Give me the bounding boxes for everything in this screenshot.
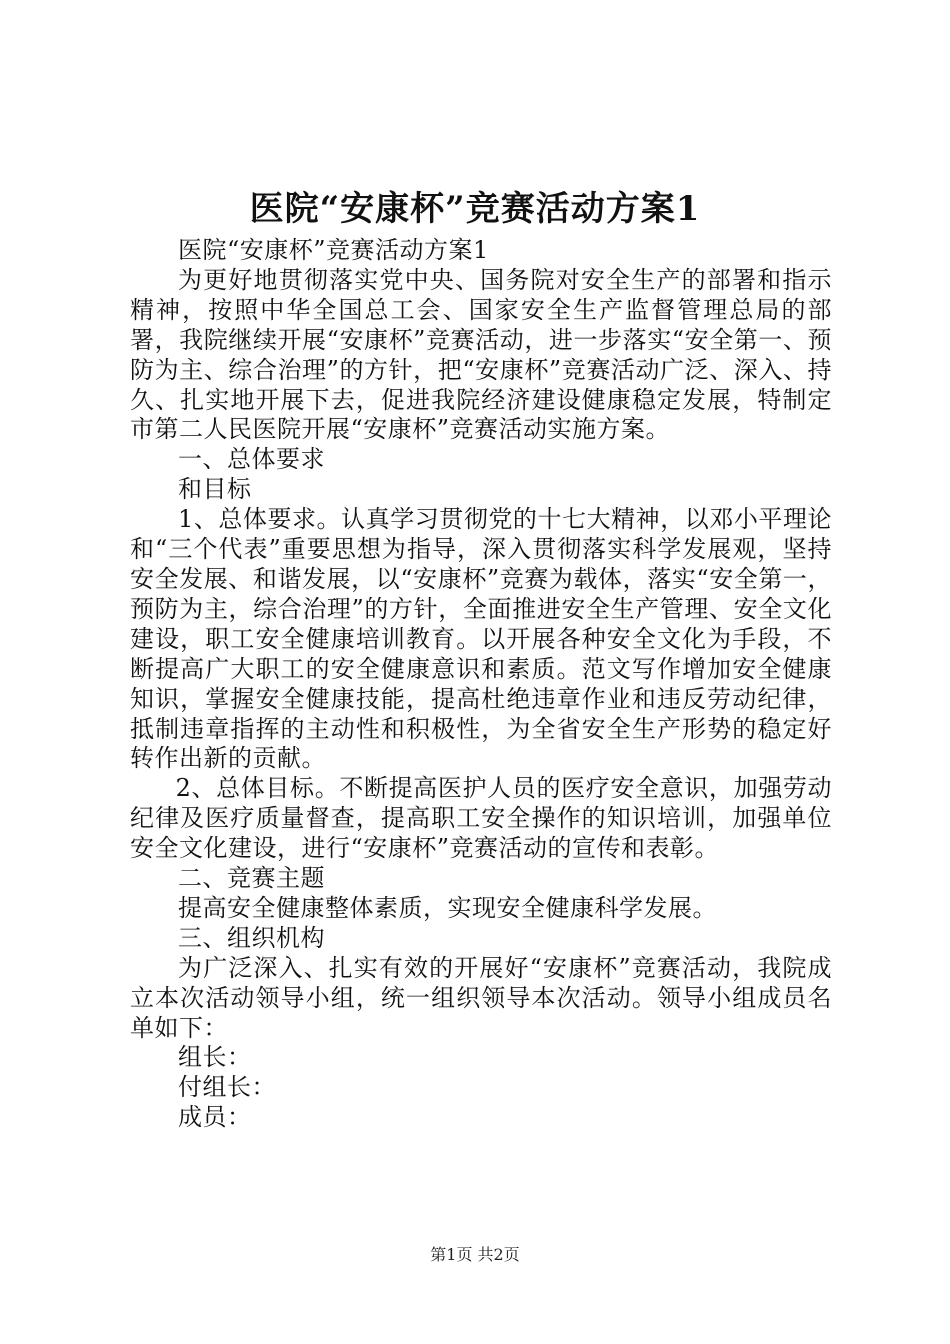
paragraph-overall-goals: 2、总体目标。不断提高医护人员的医疗安全意识，加强劳动纪律及医疗质量督查，提高职工安全操作的知识培训，加强单位安全文化建设，进行“安康杯”竞赛活动的宣传和表彰。	[130, 774, 832, 863]
document-body	[130, 236, 832, 1133]
heading-section-2: 二、竞赛主题	[178, 864, 325, 893]
heading-section-1-cont: 和目标	[178, 475, 252, 504]
paragraph-overall-requirements: 1、总体要求。认真学习贯彻党的十七大精神，以邓小平理论和“三个代表”重要思想为指导，深入贯彻落实科学发展观，坚持安全发展、和谐发展，以“安康杯”竞赛为载体，落实“安全第一，预防为主，综合治理”的方针，全面推进安全生产管理、安全文化建设，职工安全健康培训教育。以开展各种安全文化为手段，不断提高广大职工的安全健康意识和素质。范文写作增加安全健康知识，掌握安全健康技能，提高杜绝违章作业和违反劳动纪律，抵制违章指挥的主动性和积极性，为全省安全生产形势的稳定好转作出新的贡献。	[130, 505, 832, 773]
document-title: 医院“安康杯”竞赛活动方案1	[249, 189, 701, 229]
heading-section-3: 三、组织机构	[178, 923, 325, 952]
paragraph-theme: 提高安全健康整体素质，实现安全健康科学发展。	[178, 893, 717, 922]
heading-section-1: 一、总体要求	[178, 445, 325, 474]
paragraph-intro: 为更好地贯彻落实党中央、国务院对安全生产的部署和指示精神，按照中华全国总工会、国家安全生产监督管理总局的部署，我院继续开展“安康杯”竞赛活动，进一步落实“安全第一、预防为主、综合治理”的方针，把“安康杯”竞赛活动广泛、深入、持久、扎实地开展下去，促进我院经济建设健康稳定发展，特制定市第二人民医院开展“安康杯”竞赛活动实施方案。	[130, 265, 832, 444]
paragraph-subtitle: 医院“安康杯”竞赛活动方案1	[178, 236, 489, 264]
paragraph-organization: 为广泛深入、扎实有效的开展好“安康杯”竞赛活动，我院成立本次活动领导小组，统一组织领导本次活动。领导小组成员名单如下：	[130, 953, 832, 1042]
line-members: 成员：	[178, 1103, 252, 1132]
line-deputy-leader: 付组长：	[178, 1073, 276, 1102]
page-footer: 第1页 共2页	[430, 1245, 520, 1264]
line-leader: 组长：	[178, 1043, 252, 1072]
